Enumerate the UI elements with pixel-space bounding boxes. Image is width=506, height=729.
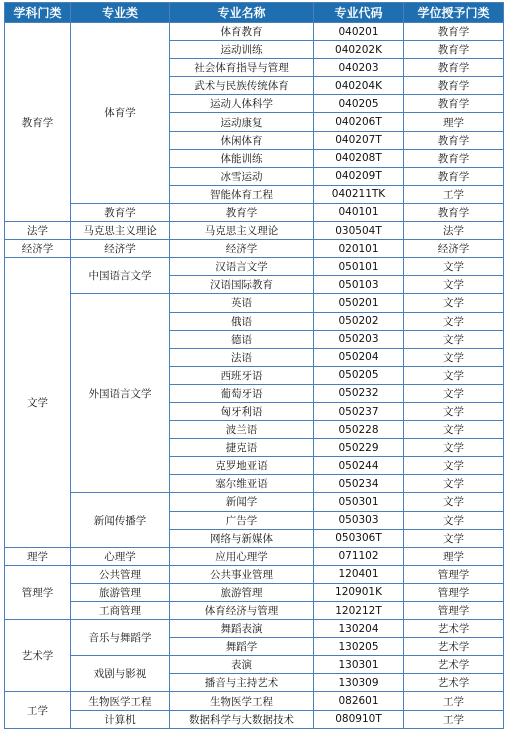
degree-cell: 文学 [404, 330, 504, 348]
header-major-code: 专业代码 [314, 3, 404, 23]
major-code-cell: 040208T [314, 149, 404, 167]
major-code-cell: 040202K [314, 41, 404, 59]
major-code-cell: 120901K [314, 583, 404, 601]
major-name-cell: 冰雪运动 [170, 167, 314, 185]
category-cell: 马克思主义理论 [71, 222, 170, 240]
table-row [5, 258, 504, 276]
table-row [5, 583, 504, 601]
major-name-cell: 武术与民族传统体育 [170, 77, 314, 95]
major-name-cell: 马克思主义理论 [170, 222, 314, 240]
discipline-cell: 艺术学 [5, 620, 71, 692]
major-code-cell: 120401 [314, 565, 404, 583]
degree-cell: 教育学 [404, 149, 504, 167]
major-code-cell: 040206T [314, 113, 404, 131]
major-name-cell: 广告学 [170, 511, 314, 529]
major-name-cell: 匈牙利语 [170, 402, 314, 420]
discipline-cell: 法学 [5, 222, 71, 240]
degree-cell: 文学 [404, 402, 504, 420]
major-code-cell: 050228 [314, 421, 404, 439]
header-major-name: 专业名称 [170, 3, 314, 23]
major-name-cell: 社会体育指导与管理 [170, 59, 314, 77]
major-code-cell: 050204 [314, 348, 404, 366]
category-cell: 新闻传播学 [71, 493, 170, 547]
major-code-cell: 050234 [314, 475, 404, 493]
major-name-cell: 播音与主持艺术 [170, 674, 314, 692]
degree-cell: 文学 [404, 348, 504, 366]
major-name-cell: 休闲体育 [170, 131, 314, 149]
major-code-cell: 080910T [314, 710, 404, 728]
major-name-cell: 经济学 [170, 240, 314, 258]
major-code-cell: 071102 [314, 547, 404, 565]
major-name-cell: 旅游管理 [170, 583, 314, 601]
degree-cell: 文学 [404, 511, 504, 529]
major-name-cell: 汉语言文学 [170, 258, 314, 276]
category-cell: 中国语言文学 [71, 258, 170, 294]
table-row [5, 23, 504, 41]
degree-cell: 艺术学 [404, 674, 504, 692]
major-code-cell: 040201 [314, 23, 404, 41]
major-name-cell: 体育经济与管理 [170, 602, 314, 620]
major-code-cell: 130205 [314, 638, 404, 656]
table-row [5, 294, 504, 312]
major-code-cell: 050202 [314, 312, 404, 330]
major-code-cell: 050103 [314, 276, 404, 294]
degree-cell: 管理学 [404, 565, 504, 583]
header-degree: 学位授予门类 [404, 3, 504, 23]
major-code-cell: 130309 [314, 674, 404, 692]
degree-cell: 管理学 [404, 602, 504, 620]
table-row [5, 656, 504, 674]
discipline-cell: 理学 [5, 547, 71, 565]
major-code-cell: 040211TK [314, 185, 404, 203]
major-code-cell: 050244 [314, 457, 404, 475]
degree-cell: 文学 [404, 475, 504, 493]
major-name-cell: 葡萄牙语 [170, 384, 314, 402]
major-name-cell: 智能体育工程 [170, 185, 314, 203]
major-name-cell: 运动训练 [170, 41, 314, 59]
major-name-cell: 体育教育 [170, 23, 314, 41]
category-cell: 计算机 [71, 710, 170, 728]
major-name-cell: 汉语国际教育 [170, 276, 314, 294]
degree-cell: 文学 [404, 276, 504, 294]
degree-cell: 教育学 [404, 131, 504, 149]
major-name-cell: 教育学 [170, 203, 314, 221]
table-body [5, 23, 504, 729]
major-name-cell: 西班牙语 [170, 366, 314, 384]
discipline-cell: 管理学 [5, 565, 71, 619]
major-code-cell: 050201 [314, 294, 404, 312]
degree-cell: 文学 [404, 457, 504, 475]
major-name-cell: 舞蹈学 [170, 638, 314, 656]
discipline-cell: 工学 [5, 692, 71, 728]
major-name-cell: 运动人体科学 [170, 95, 314, 113]
major-catalog-table [4, 2, 504, 729]
major-name-cell: 克罗地亚语 [170, 457, 314, 475]
table-row [5, 203, 504, 221]
major-name-cell: 体能训练 [170, 149, 314, 167]
major-name-cell: 德语 [170, 330, 314, 348]
major-code-cell: 040205 [314, 95, 404, 113]
degree-cell: 教育学 [404, 95, 504, 113]
table-row [5, 710, 504, 728]
table-row [5, 692, 504, 710]
degree-cell: 文学 [404, 258, 504, 276]
category-cell: 生物医学工程 [71, 692, 170, 710]
degree-cell: 教育学 [404, 23, 504, 41]
major-name-cell: 生物医学工程 [170, 692, 314, 710]
category-cell: 工商管理 [71, 602, 170, 620]
degree-cell: 文学 [404, 529, 504, 547]
major-name-cell: 新闻学 [170, 493, 314, 511]
major-code-cell: 040203 [314, 59, 404, 77]
degree-cell: 工学 [404, 692, 504, 710]
major-code-cell: 050306T [314, 529, 404, 547]
degree-cell: 教育学 [404, 77, 504, 95]
degree-cell: 理学 [404, 113, 504, 131]
major-code-cell: 040207T [314, 131, 404, 149]
table-row [5, 565, 504, 583]
major-name-cell: 英语 [170, 294, 314, 312]
category-cell: 体育学 [71, 23, 170, 204]
degree-cell: 文学 [404, 421, 504, 439]
table-row [5, 620, 504, 638]
header-row [5, 3, 504, 23]
table-row [5, 602, 504, 620]
category-cell: 戏剧与影视 [71, 656, 170, 692]
category-cell: 教育学 [71, 203, 170, 221]
major-code-cell: 040204K [314, 77, 404, 95]
major-name-cell: 数据科学与大数据技术 [170, 710, 314, 728]
major-name-cell: 网络与新媒体 [170, 529, 314, 547]
degree-cell: 教育学 [404, 41, 504, 59]
degree-cell: 法学 [404, 222, 504, 240]
major-code-cell: 040209T [314, 167, 404, 185]
degree-cell: 工学 [404, 710, 504, 728]
major-code-cell: 050303 [314, 511, 404, 529]
degree-cell: 文学 [404, 439, 504, 457]
discipline-cell: 教育学 [5, 23, 71, 222]
major-code-cell: 050232 [314, 384, 404, 402]
header-category: 专业类 [71, 3, 170, 23]
degree-cell: 工学 [404, 185, 504, 203]
category-cell: 心理学 [71, 547, 170, 565]
major-name-cell: 公共事业管理 [170, 565, 314, 583]
discipline-cell: 经济学 [5, 240, 71, 258]
major-code-cell: 040101 [314, 203, 404, 221]
table-row [5, 240, 504, 258]
major-name-cell: 波兰语 [170, 421, 314, 439]
degree-cell: 理学 [404, 547, 504, 565]
major-code-cell: 050203 [314, 330, 404, 348]
category-cell: 公共管理 [71, 565, 170, 583]
major-name-cell: 舞蹈表演 [170, 620, 314, 638]
degree-cell: 文学 [404, 312, 504, 330]
major-code-cell: 020101 [314, 240, 404, 258]
table-row [5, 222, 504, 240]
degree-cell: 文学 [404, 294, 504, 312]
category-cell: 外国语言文学 [71, 294, 170, 493]
degree-cell: 艺术学 [404, 620, 504, 638]
major-code-cell: 130301 [314, 656, 404, 674]
major-name-cell: 运动康复 [170, 113, 314, 131]
major-code-cell: 082601 [314, 692, 404, 710]
category-cell: 音乐与舞蹈学 [71, 620, 170, 656]
degree-cell: 教育学 [404, 59, 504, 77]
discipline-cell: 文学 [5, 258, 71, 548]
major-name-cell: 应用心理学 [170, 547, 314, 565]
table-row [5, 547, 504, 565]
major-code-cell: 050237 [314, 402, 404, 420]
category-cell: 经济学 [71, 240, 170, 258]
major-name-cell: 表演 [170, 656, 314, 674]
major-code-cell: 120212T [314, 602, 404, 620]
major-code-cell: 050301 [314, 493, 404, 511]
major-name-cell: 塞尔维亚语 [170, 475, 314, 493]
degree-cell: 艺术学 [404, 656, 504, 674]
table-row [5, 493, 504, 511]
degree-cell: 文学 [404, 493, 504, 511]
degree-cell: 文学 [404, 366, 504, 384]
category-cell: 旅游管理 [71, 583, 170, 601]
degree-cell: 教育学 [404, 203, 504, 221]
major-code-cell: 050205 [314, 366, 404, 384]
major-code-cell: 050229 [314, 439, 404, 457]
major-name-cell: 俄语 [170, 312, 314, 330]
major-name-cell: 捷克语 [170, 439, 314, 457]
header-discipline: 学科门类 [5, 3, 71, 23]
degree-cell: 经济学 [404, 240, 504, 258]
degree-cell: 艺术学 [404, 638, 504, 656]
degree-cell: 管理学 [404, 583, 504, 601]
degree-cell: 文学 [404, 384, 504, 402]
major-code-cell: 130204 [314, 620, 404, 638]
degree-cell: 教育学 [404, 167, 504, 185]
major-code-cell: 030504T [314, 222, 404, 240]
major-name-cell: 法语 [170, 348, 314, 366]
major-code-cell: 050101 [314, 258, 404, 276]
